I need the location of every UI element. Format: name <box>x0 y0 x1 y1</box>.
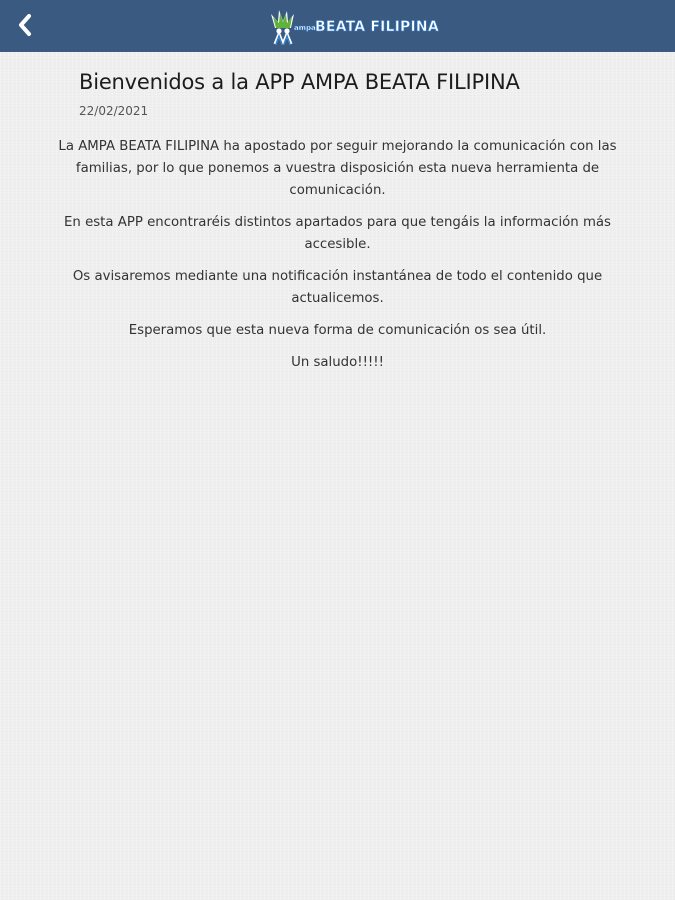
back-button[interactable] <box>10 10 40 40</box>
ampa-logo-icon <box>267 8 316 46</box>
article-paragraph: Esperamos que esta nueva forma de comunicación os sea útil. <box>128 323 547 338</box>
article-date: 22/02/2021 <box>79 104 149 118</box>
article-paragraph: Un saludo!!!!! <box>291 355 384 370</box>
app-logo <box>267 8 439 46</box>
article-paragraph: Os avisaremos mediante una notificación instantánea de todo el contenido que actualicemos. <box>72 269 603 306</box>
article-title: Bienvenidos a la APP AMPA BEATA FILIPINA <box>79 70 520 94</box>
article-paragraph: En esta APP encontraréis distintos apartados para que tengáis la información más accesible. <box>64 215 611 252</box>
svg-text:ampa: ampa <box>294 24 316 32</box>
article-body <box>58 136 618 374</box>
app-header <box>0 0 675 52</box>
article-content <box>0 52 675 384</box>
article-paragraph: La AMPA BEATA FILIPINA ha apostado por seguir mejorando la comunicación con las familias, por lo que ponemos a vuestra disposición esta nueva herramienta de comunicación. <box>58 139 617 198</box>
logo-text: BEATA FILIPINA <box>315 19 439 35</box>
chevron-left-icon <box>16 14 34 36</box>
